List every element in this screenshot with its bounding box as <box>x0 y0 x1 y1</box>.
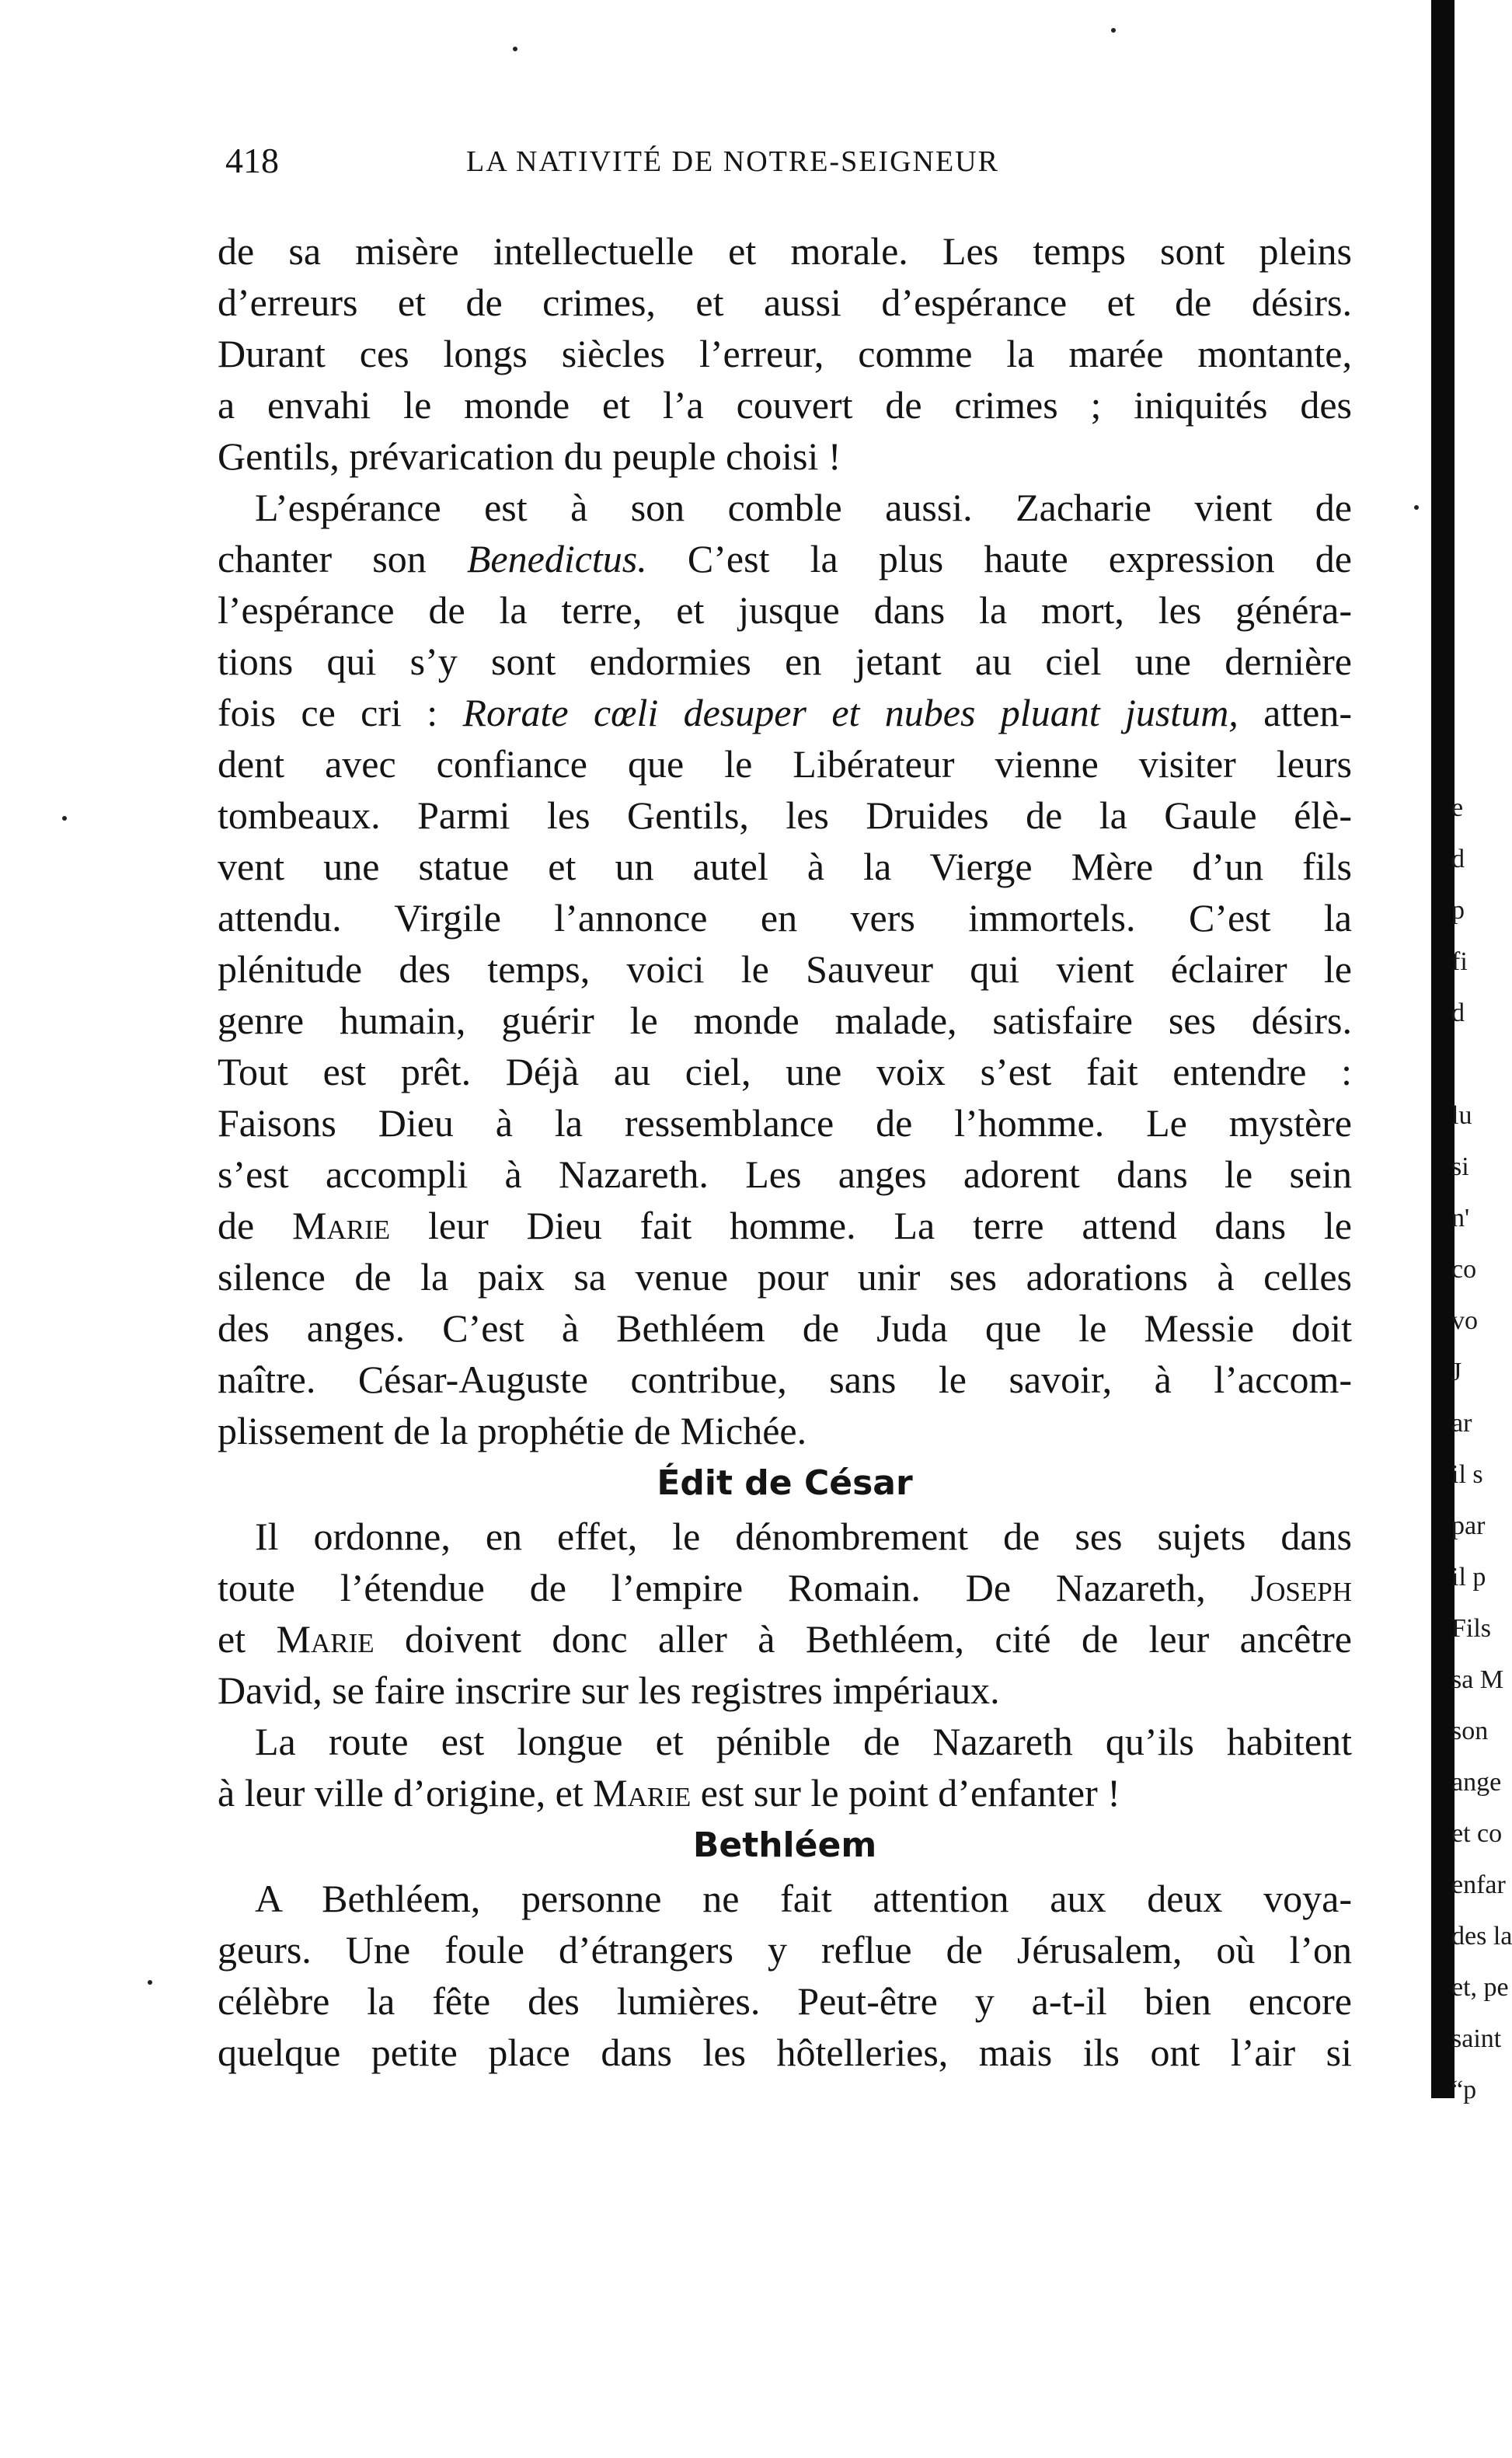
facing-page-fragment: fi <box>1451 947 1468 976</box>
text-line: l’espérance de la terre, et jusque dans la mort, les généra- <box>218 588 1352 632</box>
text-line: vent une statue et un autel à la Vierge Mère d’un fils <box>218 845 1352 888</box>
facing-page-fragment: e <box>1451 793 1464 822</box>
print-speck <box>1111 28 1116 33</box>
print-speck <box>513 47 517 51</box>
facing-page-fragment: des la <box>1451 1922 1512 1951</box>
text-line: célèbre la fête des lumières. Peut-être y a-t-il bien encore <box>218 1979 1352 2023</box>
facing-page-fragment: par <box>1451 1511 1486 1540</box>
text-line: fois ce cri : Rorate cœli desuper et nubes pluant justum, atten- <box>218 691 1353 734</box>
text-line: quelque petite place dans les hôtelleries, mais ils ont l’air si <box>218 2031 1352 2074</box>
text-line: et Marie doivent donc aller à Bethléem, cité de leur ancêtre <box>218 1617 1352 1661</box>
facing-page-fragment: J <box>1451 1358 1462 1386</box>
facing-page-fragment: sa M <box>1451 1665 1504 1694</box>
text-line: L’espérance est à son comble aussi. Zacharie vient de <box>255 486 1352 529</box>
text-line: de sa misère intellectuelle et morale. Les temps sont pleins <box>218 229 1352 273</box>
page-header <box>225 140 1360 194</box>
italic-title: Benedictus. <box>466 537 647 581</box>
facing-page-fragment: d <box>1451 845 1465 873</box>
text-line: s’est accompli à Nazareth. Les anges adorent dans le sein <box>218 1152 1352 1196</box>
facing-page-fragment: et, pe <box>1451 1973 1509 2002</box>
text-line: toute l’étendue de l’empire Romain. De Nazareth, Joseph <box>218 1566 1352 1609</box>
facing-page-fragment: ange <box>1451 1768 1502 1797</box>
text-line: dent avec confiance que le Libérateur vienne visiter leurs <box>218 742 1352 786</box>
text-line: silence de la paix sa venue pour unir ses adorations à celles <box>218 1255 1352 1299</box>
facing-page-fragment: son <box>1451 1717 1489 1745</box>
text-line: tions qui s’y sont endormies en jetant au ciel une dernière <box>218 640 1352 683</box>
facing-page-fragment: vo <box>1451 1306 1478 1335</box>
paragraph-3 <box>218 1511 1352 1716</box>
text-line: La route est longue et pénible de Nazareth qu’ils habitent <box>255 1720 1352 1763</box>
facing-page-fragment: d <box>1451 999 1465 1027</box>
print-speck <box>62 816 67 821</box>
paragraph-1 <box>218 225 1352 482</box>
latin-quote: Rorate cœli desuper et nubes pluant justum, <box>462 691 1239 734</box>
facing-page-fragment: ar <box>1451 1409 1472 1438</box>
text-line: Il ordonne, en effet, le dénombrement de ses sujets dans <box>255 1515 1352 1558</box>
text-line: plénitude des temps, voici le Sauveur qui vient éclairer le <box>218 947 1352 991</box>
text-line: Tout est prêt. Déjà au ciel, une voix s’est fait entendre : <box>218 1050 1352 1093</box>
paragraph-2 <box>218 482 1352 1456</box>
text-column <box>218 225 1352 2078</box>
facing-page-fragment: saint <box>1451 2024 1502 2053</box>
text-line: Durant ces longs siècles l’erreur, comme la marée montante, <box>218 332 1352 375</box>
section-heading: Bethléem <box>692 1825 877 1865</box>
text-line: à leur ville d’origine, et Marie est sur le point d’enfanter ! <box>218 1771 1120 1815</box>
text-line: David, se faire inscrire sur les registres impériaux. <box>218 1668 1000 1712</box>
text-line: d’erreurs et de crimes, et aussi d’espérance et de désirs. <box>218 281 1352 324</box>
facing-page-fragment: il p <box>1451 1563 1486 1592</box>
facing-page-fragment: si <box>1451 1152 1469 1181</box>
facing-page-fragment: “p <box>1451 2076 1477 2104</box>
text-line: chanter son Benedictus. C’est la plus haute expression de <box>218 537 1352 581</box>
facing-page-fragment: et co <box>1451 1819 1503 1848</box>
text-line: tombeaux. Parmi les Gentils, les Druides de la Gaule élè- <box>218 793 1352 837</box>
small-caps-name: Marie <box>292 1204 391 1247</box>
paragraph-4 <box>218 1716 1352 1818</box>
text-line: attendu. Virgile l’annonce en vers immortels. C’est la <box>218 896 1352 940</box>
facing-page-fragment: co <box>1451 1255 1477 1284</box>
text-line: plissement de la prophétie de Michée. <box>218 1409 807 1452</box>
facing-page-fragment: enfar <box>1451 1871 1506 1899</box>
facing-page-fragment: lu <box>1451 1101 1472 1130</box>
text-line: a envahi le monde et l’a couvert de crimes ; iniquités des <box>218 383 1352 427</box>
section-heading: Édit de César <box>657 1463 913 1503</box>
text-line: A Bethléem, personne ne fait attention aux deux voya- <box>255 1877 1352 1920</box>
text-line: Faisons Dieu à la ressemblance de l’homme. Le mystère <box>218 1101 1352 1145</box>
print-speck <box>1414 505 1419 510</box>
small-caps-name: Joseph <box>1250 1566 1352 1609</box>
small-caps-name: Marie <box>593 1771 692 1815</box>
page-number: 418 <box>225 141 279 180</box>
running-title: LA NATIVITÉ DE NOTRE-SEIGNEUR <box>466 145 999 178</box>
text-line: naître. César-Auguste contribue, sans le savoir, à l’accom- <box>218 1358 1352 1401</box>
paragraph-5 <box>218 1873 1352 2078</box>
text-line: Gentils, prévarication du peuple choisi ! <box>218 434 841 478</box>
facing-page-fragment: n' <box>1451 1204 1470 1232</box>
small-caps-name: Marie <box>276 1617 375 1661</box>
text-line: geurs. Une foule d’étrangers y reflue de Jérusalem, où l’on <box>218 1928 1352 1972</box>
facing-page-fragment: il s <box>1451 1460 1483 1489</box>
print-speck <box>148 1980 152 1985</box>
text-line: de Marie leur Dieu fait homme. La terre attend dans le <box>218 1204 1352 1247</box>
text-line: genre humain, guérir le monde malade, satisfaire ses désirs. <box>218 999 1352 1042</box>
text-line: des anges. C’est à Bethléem de Juda que le Messie doit <box>218 1306 1352 1350</box>
facing-page-fragment: p <box>1451 896 1465 925</box>
facing-page-fragment: Fils <box>1451 1614 1492 1643</box>
